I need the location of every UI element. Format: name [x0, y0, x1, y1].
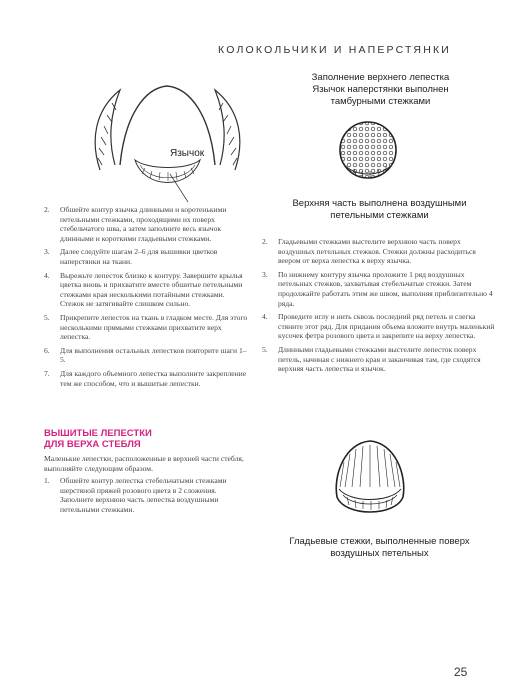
- step-list: [44, 205, 249, 388]
- step-item: [262, 312, 497, 341]
- step-text: Вырежьте лепесток близко к контуру. Завершите крылья цветка вновь и прихватите вместе обшитые петельными стежками края несколькими потайными стежками. Стежок не затягивайте слишком сильно.: [60, 270, 243, 309]
- left-column: [44, 205, 249, 392]
- step-item: [44, 369, 249, 388]
- step-text: Для выполнения остальных лепестков повторите шаги 1–5.: [60, 345, 247, 365]
- step-item: [262, 270, 497, 308]
- step-number: 4.: [44, 270, 50, 280]
- step-number: 3.: [44, 247, 50, 257]
- figure-petal-filled: [328, 120, 408, 185]
- running-header: КОЛОКОЛЬЧИКИ И НАПЕРСТЯНКИ: [218, 44, 452, 56]
- caption-line: Заполнение верхнего лепестка: [311, 72, 450, 83]
- page-number: 25: [454, 665, 468, 679]
- section-intro: Маленькие лепестки, расположенные в верхней части стебля, выполняйте следующим образом.: [44, 454, 244, 473]
- section-step-list: [44, 476, 249, 514]
- step-text: Обшейте контур язычка длинными и коротенькими петельными стежками, проходящими их поверх стебельчатого шва, а затем заполните весь язычок длинными и короткими гладьевыми стежками.: [60, 205, 227, 243]
- step-text: Далее следуйте шагам 2–6 для вышивки цветков наперстянки на ткани.: [60, 247, 218, 266]
- step-number: 3.: [262, 269, 268, 279]
- figure-caption-bottom: [262, 536, 497, 560]
- section-heading: [44, 428, 244, 450]
- step-text: Для каждого объемного лепестка выполните закрепление тем же способом, что и вышитые лепестки.: [60, 368, 247, 388]
- step-text: Обшейте контур лепестка стебельчатыми стежками шерстяной пряжей розового цвета в 2 сложения. Заполните верхнюю часть лепестка воздушными петельными стежками.: [60, 476, 227, 514]
- section-body: [44, 454, 249, 519]
- step-text: Прикрепите лепесток на ткань в гладком месте. Для этого несколькими прямыми стежками прихватите верх лепестка.: [60, 312, 248, 342]
- step-list: [262, 237, 497, 374]
- caption-line: Язычок наперстянки выполнен: [312, 84, 449, 95]
- step-number: 1.: [44, 476, 50, 486]
- figure-caption-top: [268, 72, 493, 108]
- figure-petal-satin: [325, 435, 415, 525]
- right-column: [262, 237, 497, 378]
- caption-line: Гладьевые стежки, выполненные поверх: [289, 536, 470, 547]
- heading-line: ДЛЯ ВЕРХА СТЕБЛЯ: [44, 439, 141, 450]
- step-text: Гладьевыми стежками выстелите верхнюю часть поверх воздушных петельных стежков. Стежки должны расходиться веером от верха лепестка к верху язычка.: [278, 237, 476, 266]
- step-item: [44, 271, 249, 309]
- step-item: [44, 205, 249, 243]
- caption-line: тамбурными стежками: [330, 96, 431, 107]
- heading-line: ВЫШИТЫЕ ЛЕПЕСТКИ: [44, 428, 152, 439]
- step-number: 5.: [262, 344, 268, 354]
- step-number: 2.: [262, 237, 268, 246]
- step-item: [44, 346, 249, 365]
- step-item: [262, 237, 497, 266]
- step-item: [44, 476, 249, 514]
- caption-line: воздушных петельных: [330, 548, 429, 559]
- step-number: 5.: [44, 312, 50, 322]
- step-text: Длинными гладьевыми стежками выстелите лепесток поверх петель, начиная с нижнего края и заканчивая там, где сходятся верхняя часть лепестка и язычок.: [278, 344, 481, 374]
- step-text: Проведите иглу и нить сквозь последний ряд петель и слегка стяните этот ряд. Для придания объема вложите внутрь маленький кусочек фетра розового цвета и закрепите на верху лепестка.: [278, 312, 495, 341]
- step-item: [262, 345, 497, 374]
- step-number: 4.: [262, 312, 268, 322]
- step-item: [44, 247, 249, 266]
- figure-label-tongue: Язычок: [170, 148, 205, 159]
- caption-line: петельными стежками: [330, 210, 429, 221]
- step-number: 2.: [44, 205, 50, 214]
- figure-foxglove-tongue: [70, 70, 270, 190]
- step-number: 7.: [44, 368, 50, 378]
- step-number: 6.: [44, 345, 50, 355]
- figure-caption-middle: [262, 198, 497, 222]
- step-text: По нижнему контуру язычка проложите 1 ряд воздушных петельных стежков, захватывая стебельчатые стежки. Затем продолжайте работать этим же швом, выполняя приблизительно 4 ряда.: [278, 269, 493, 308]
- caption-line: Верхняя часть выполнена воздушными: [292, 198, 467, 209]
- step-item: [44, 313, 249, 342]
